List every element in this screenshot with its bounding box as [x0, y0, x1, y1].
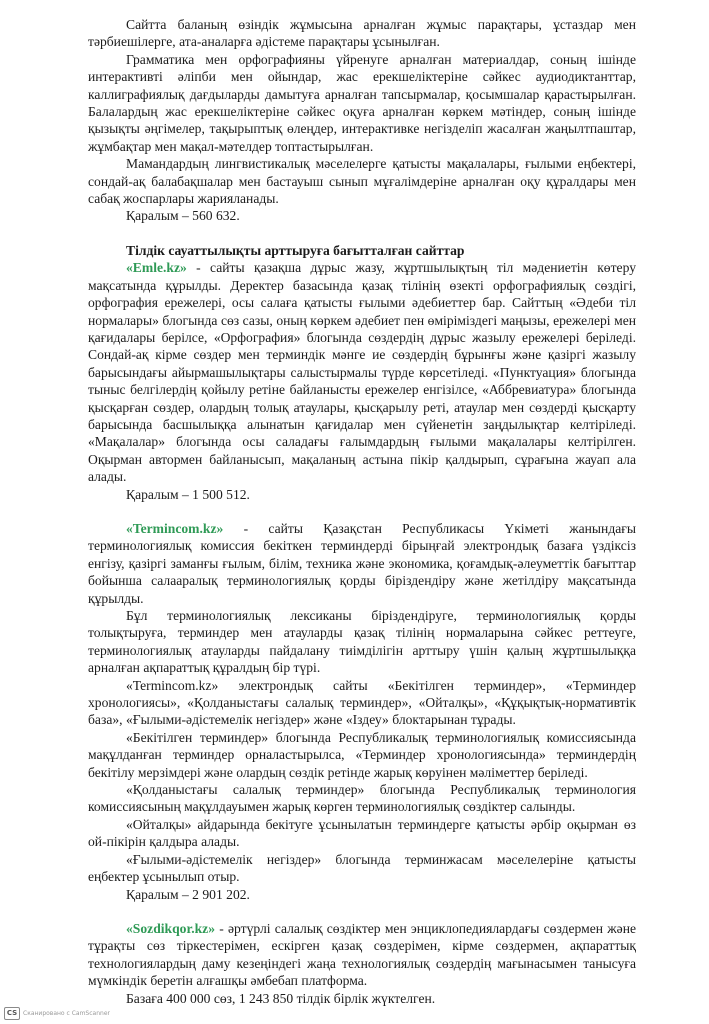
- section-heading: Тілдік сауаттылықты арттыруға бағытталған сайттар: [126, 242, 465, 258]
- paragraph: Бұл терминологиялық лексиканы біріздендіруге, терминологиялық қорды толықтыруға, терминдер мен атауларды қазақ тілінің нормаларына сәйкес реттеуге, терминологиялық атауларды пайдалану тиімділігін арттыру үшін қалың жұртшылыққа арналған ақпараттық құралдың бір түрі.: [88, 608, 636, 676]
- spacer: [88, 225, 636, 242]
- emle-description: - сайты қазақша дұрыс жазу, жұртшылықтың тіл мәдениетін көтеру мақсатында құрылды. Деректер базасында қазақ тілінің өзекті орфографиялық сөздігі, орфография ережелері, осы салаға қатысты ғылыми әдебиеттер бар. Сайттың «Әдеби тіл нормалары» блогында сөз сазы, оның көркем әдебиет пен өміріміздегі маңызы, ережелері мен қағидалары берілсе, «Орфография» блогында сөздердің дұрыс жазылу ережелері беріледі. Сондай-ақ кірме сөздер мен терминдік мәнге ие сөздердің бұрынғы және қазіргі жазылу барысындағы айырмашылықтары салыстырмалы түрде көрсетіледі. «Пунктуация» блогында тыныс белгілердің қойылу ретіне байланысты ережелер енгізілсе, «Аббревиатура» блогында қысқарған сөздер, олардың толық атаулары, қысқарылу реті, атаулар мен сөздерді қысқарту барысында басшылыққа алынатын қағидалар мен сүйенетін заңдылықтар келтіріледі. «Мақалалар» блогында осы саладағы ғалымдардың ғылыми мақалалары келтірілген. Оқырман автормен байланысып, мақаланың астына пікір қалдырып, сұрағына жауап ала алады.: [88, 260, 636, 485]
- paragraph: «Ойталқы» айдарында бекітуге ұсынылатын терминдерге қатысты әрбір оқырман өз ой-пікірін қалдыра алады.: [88, 816, 636, 850]
- emle-paragraph: [88, 259, 636, 485]
- sozdikqor-paragraph: [88, 920, 636, 990]
- paragraph: Сайтта баланың өзіндік жұмысына арналған жұмыс парақтары, ұстаздар мен тәрбиешілерге, ата-аналарға әдістеме парақтары ұсынылған.: [88, 17, 636, 50]
- camscanner-logo-icon: CS: [4, 1007, 20, 1020]
- paragraph: «Ғылыми-әдістемелік негіздер» блогында терминжасам мәселелеріне қатысты еңбектер ұсынылып отыр.: [88, 851, 636, 885]
- termincom-paragraph: [88, 520, 636, 607]
- views-count: Қаралым – 2 901 202.: [126, 886, 250, 902]
- paragraph: «Termincom.kz» электрондық сайты «Бекітілген терминдер», «Терминдер хронологиясы», «Қолданыстағы салалық терминдер», «Ойталқы», «Құқықтық-нормативтік база», «Ғылыми-әдістемелік негіздер» және «Іздеу» блоктарынан тұрады.: [88, 677, 636, 728]
- spacer: [88, 503, 636, 520]
- paragraph: Грамматика мен орфографияны үйренуге арналған материалдар, соның ішінде интерактивті әліпби мен ойындар, жас ерекшеліктеріне сәйкес аудиодиктанттар, каллиграфиялық дағдыларды дамытуға арналған тапсырмалар, қосымшалар қарастырылған. Балалардың жас ерекшеліктеріне сәйкес оқуға арналған көркем мәтіндер, соның ішінде қызықты әңгімелер, тақырыптық өлеңдер, интерактивке негізделіп жасалған жаңылтпаштар, жұмбақтар мен мақал-мәтелдер топтастырылған.: [88, 51, 636, 154]
- spacer: [88, 903, 636, 920]
- views-count: Қаралым – 560 632.: [126, 208, 240, 224]
- scanner-watermark: [4, 1007, 110, 1020]
- site-name-emle: «Emle.kz»: [126, 260, 187, 276]
- paragraph: Базаға 400 000 сөз, 1 243 850 тілдік бірлік жүктелген.: [126, 990, 436, 1006]
- views-count: Қаралым – 1 500 512.: [126, 486, 250, 502]
- watermark-text: Сканировано с CamScanner: [23, 1010, 110, 1017]
- document-page: [88, 16, 636, 1007]
- paragraph: «Бекітілген терминдер» блогында Республикалық терминологиялық комиссиясында мақұлданған терминдер орналастырылса, «Терминдер хронологиясында» терминдердің бекітілу мерзімдері және олардың сөздік ретінде жарық көруінен мәліметтер беріледі.: [88, 729, 636, 780]
- site-name-termincom: «Termincom.kz»: [126, 520, 224, 536]
- paragraph: Мамандардың лингвистикалық мәселелерге қатысты мақалалары, ғылыми еңбектері, сондай-ақ балабақшалар мен бастауыш сынып мұғалімдеріне арналған оқу құралдары мен сабақ жоспарлары жарияланады.: [88, 156, 636, 207]
- site-name-sozdikqor: «Sozdikqor.kz»: [126, 920, 216, 936]
- paragraph: «Қолданыстағы салалық терминдер» блогында Республикалық терминология комиссиясының мақұлдауымен жарық көрген терминологиялық сөздіктер салынды.: [88, 782, 636, 815]
- sozdikqor-description: - әртүрлі салалық сөздіктер мен энциклопедиялардағы сөздермен және тұрақты сөз тіркестерімен, ескірген қазақ сөздерімен, кірме сөздермен, ақпараттық технологиялардың даму кезеңіндегі жаңа технологиялық сөздердің мағынасымен танысуға мүмкіндік беретін алғашқы әмбебап платформа.: [88, 920, 636, 989]
- termincom-description: - сайты Қазақстан Республикасы Үкіметі жанындағы терминологиялық комиссия бекіткен терминдерді бірыңғай электрондық базаға үздіксіз енгізу, қазіргі заманғы ғылым, білім, техника және экономика, қоғамдық-әлеуметтік бағыттар бойынша салааралық терминологиялық қорды біріздендіру және жетілдіру мақсатында құрылды.: [88, 520, 636, 606]
